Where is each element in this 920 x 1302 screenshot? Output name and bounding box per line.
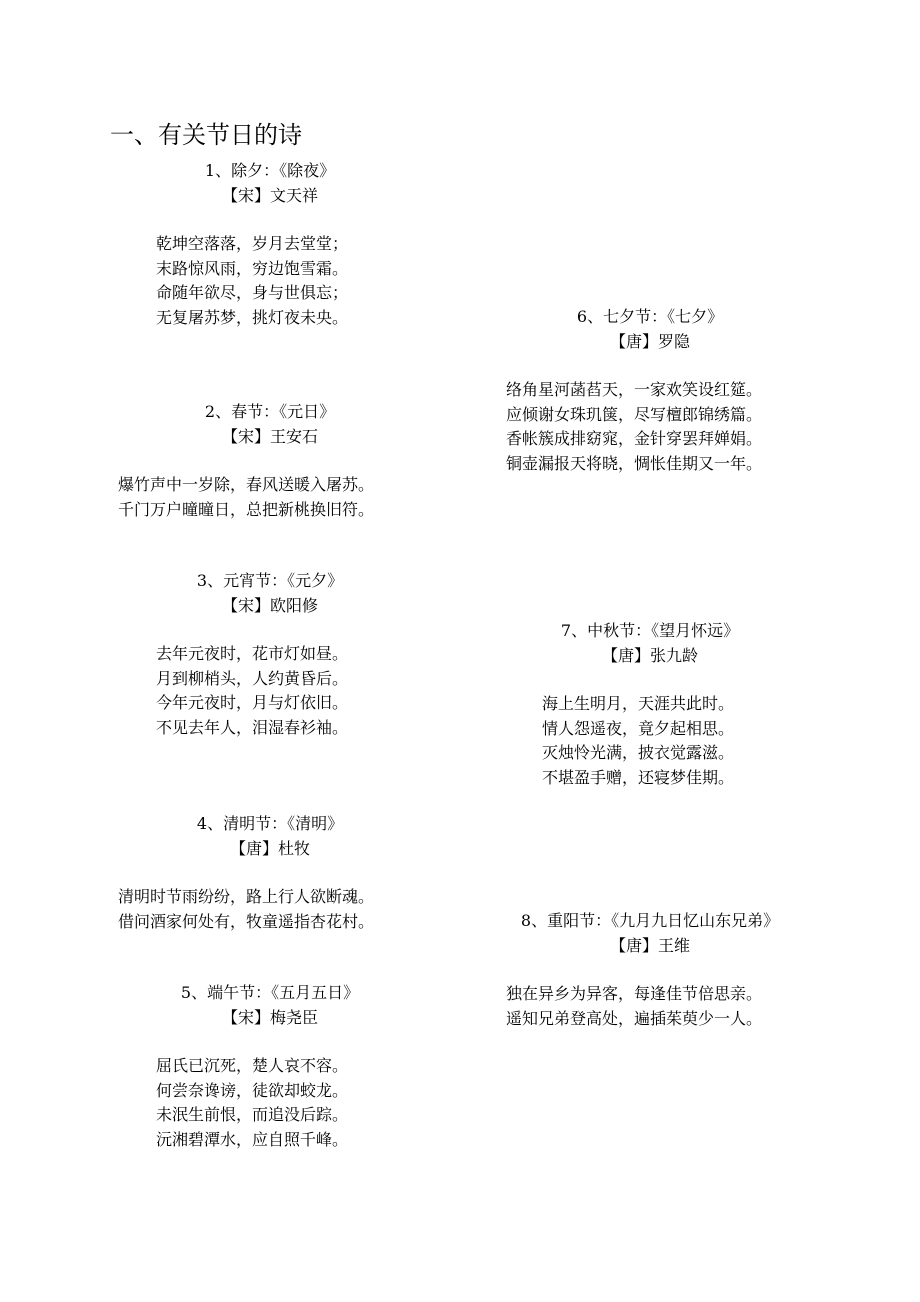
poem-line: 何尝奈谗谤，徒欲却蛟龙。 (156, 1080, 349, 1100)
poem-author: 【唐】罗隐 (609, 331, 690, 351)
poem-body (500, 692, 800, 790)
poem-author: 【唐】杜牧 (229, 838, 310, 858)
poem-author: 【唐】张九龄 (601, 645, 698, 665)
poem-body (500, 982, 800, 1031)
poem-author: 【宋】文天祥 (221, 185, 318, 205)
poem-line: 铜壶漏报天将晓，惆怅佳期又一年。 (506, 453, 763, 473)
poem-line: 无复屠苏梦，挑灯夜未央。 (156, 307, 349, 327)
poem-title: 6、七夕节：《七夕》 (576, 307, 724, 326)
poem-author: 【宋】欧阳修 (221, 595, 318, 615)
poem-8 (500, 909, 800, 1031)
poem-line: 遥知兄弟登高处，遍插茱萸少一人。 (506, 1008, 763, 1028)
poem-line: 借问酒家何处有，牧童遥指杏花村。 (118, 911, 375, 931)
poem-line: 爆竹声中一岁除，春风送暖入屠苏。 (118, 475, 375, 494)
poem-line: 沅湘碧潭水，应自照千峰。 (156, 1129, 349, 1149)
poem-line: 月到柳梢头，人约黄昏后。 (156, 668, 349, 688)
poem-line: 乾坤空落落，岁月去堂堂； (156, 234, 349, 253)
poem-body (110, 473, 430, 522)
poem-line: 情人怨遥夜，竟夕起相思。 (542, 718, 735, 738)
poem-line: 海上生明月，天涯共此时。 (542, 694, 735, 713)
poem-line: 独在异乡为异客，每逢佳节倍思亲。 (506, 984, 763, 1003)
poem-line: 络角星河菡萏天，一家欢笑设红筵。 (506, 380, 763, 399)
poem-line: 末路惊风雨，穷边饱雪霜。 (156, 258, 349, 278)
poem-title: 2、春节：《元日》 (204, 402, 336, 421)
poem-line: 屈氏已沉死，楚人哀不容。 (156, 1056, 349, 1075)
poem-body (110, 232, 430, 330)
poem-line: 命随年欲尽，身与世俱忘； (156, 283, 349, 302)
poem-line: 今年元夜时，月与灯依旧。 (156, 693, 349, 712)
poem-line: 不堪盈手赠，还寝梦佳期。 (542, 767, 735, 787)
poem-3 (110, 569, 430, 740)
poem-title: 1、除夕：《除夜》 (204, 161, 336, 180)
poem-body (500, 378, 800, 476)
poem-line: 未泯生前恨，而追没后踪。 (156, 1105, 349, 1124)
poem-7 (500, 619, 800, 790)
poem-author: 【唐】王维 (609, 935, 690, 955)
section-heading: 一、有关节日的诗 (110, 121, 302, 149)
poem-title: 7、中秋节：《望月怀远》 (560, 621, 740, 640)
poem-author: 【宋】王安石 (221, 426, 318, 446)
poem-1 (110, 159, 430, 330)
poem-line: 不见去年人，泪湿春衫袖。 (156, 717, 349, 737)
poem-6 (500, 305, 800, 476)
poem-body (110, 885, 430, 934)
poem-line: 应倾谢女珠玑箧，尽写檀郎锦绣篇。 (506, 404, 763, 424)
poem-5 (110, 981, 430, 1152)
poem-title: 8、重阳节：《九月九日忆山东兄弟》 (520, 911, 780, 930)
poem-author: 【宋】梅尧臣 (221, 1007, 318, 1027)
poem-title: 4、清明节：《清明》 (196, 814, 344, 833)
poem-title: 5、端午节：《五月五日》 (180, 983, 360, 1002)
poem-title: 3、元宵节：《元夕》 (196, 571, 344, 590)
poem-line: 千门万户曈曈日，总把新桃换旧符。 (118, 499, 375, 519)
poem-line: 香帐簇成排窈窕，金针穿罢拜婵娟。 (506, 429, 763, 448)
poem-body (110, 642, 430, 740)
poem-line: 去年元夜时，花市灯如昼。 (156, 644, 349, 663)
poem-line: 灭烛怜光满，披衣觉露滋。 (542, 743, 735, 762)
poem-2 (110, 400, 430, 522)
poem-line: 清明时节雨纷纷，路上行人欲断魂。 (118, 887, 375, 906)
poem-body (110, 1054, 430, 1152)
poem-4 (110, 812, 430, 934)
